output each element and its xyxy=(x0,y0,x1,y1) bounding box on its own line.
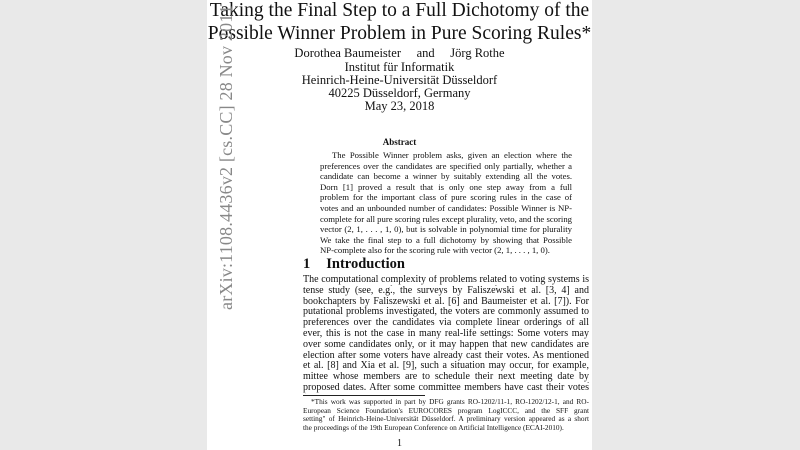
title-line-1: Taking the Final Step to a Full Dichotomy of the xyxy=(209,0,590,21)
body-line: The computational complexity of problems related to voting systems is xyxy=(303,275,589,285)
affiliation-address: 40225 Düsseldorf, Germany xyxy=(328,86,471,100)
title-line-2: Possible Winner Problem in Pure Scoring Rules* xyxy=(207,23,592,44)
abs-line: We take the final step to a full dichotomy by showing that Possible xyxy=(320,234,572,245)
body-line: preferences over the candidates via complete linear orderings of all xyxy=(303,318,589,329)
authors: Dorothea Baumeister and Jörg Rothe xyxy=(294,46,505,60)
abs-line: The Possible Winner problem asks, given an election where the xyxy=(332,150,572,160)
abs-line: votes and an unbounded number of candidates: Possible Winner is NP- xyxy=(320,203,572,213)
section-title: Introduction xyxy=(326,256,405,272)
abs-line: candidate can become a winner by suitably extending all the votes. xyxy=(320,171,572,182)
body-line: mittee whose members are to schedule their next meeting date by xyxy=(303,372,589,383)
foot-line: the proceedings of the 19th European Conference on Artificial Intelligence (ECAI-2010). xyxy=(303,423,564,432)
body-line: election after some voters have already cast their votes. As mentioned xyxy=(303,350,589,361)
arxiv-identifier: arXiv:1108.4436v2 [cs.CC] 28 Nov 2011 xyxy=(216,4,236,310)
body-line: proposed dates. After some committee members have cast their votes xyxy=(303,383,589,393)
abstract-heading: Abstract xyxy=(382,137,417,147)
body-line: over some candidates only, or it may happen that new candidates are xyxy=(303,339,589,350)
body-line: et al. [8] and Xia et al. [9], such a situation may occur, for example, xyxy=(303,361,589,372)
foot-line: setting" of Heinrich-Heine-Universität Düsseldorf. A preliminary version appeared as a short xyxy=(303,415,589,424)
page-number: 1 xyxy=(397,438,402,449)
section-heading xyxy=(303,256,405,273)
body-line: bookchapters by Faliszewski et al. [6] and Baumeister et al. [7]). For xyxy=(303,296,589,307)
body-line: tense study (see, e.g., the surveys by Faliszewski et al. [3, 4] and xyxy=(303,285,589,296)
section-number: 1 xyxy=(303,256,311,272)
abs-line: Dorn [1] proved a result that is only one step away from a full xyxy=(320,181,572,192)
abs-line: vector (2, 1, . . . , 1, 0), but is solvable in polynomial time for plurality xyxy=(320,224,572,235)
paper-page xyxy=(207,0,592,450)
footnote-rule xyxy=(303,395,425,396)
abs-line: problem for the important class of pure scoring rules in the case of xyxy=(320,192,572,203)
foot-line: European Science Foundation's EUROCORES program LogICCC, and the SFF grant xyxy=(303,406,589,415)
abs-line: complete for all pure scoring rules except plurality, veto, and the scoring xyxy=(320,213,572,224)
affiliation-institute: Institut für Informatik xyxy=(344,60,455,74)
abs-line: preferences over the candidates are specified only partially, whether a xyxy=(320,160,572,171)
body-line: ever, this is not the case in many real-life settings: Some voters may xyxy=(303,329,589,339)
affiliation-university: Heinrich-Heine-Universität Düsseldorf xyxy=(301,73,498,87)
abs-line: NP-complete also for the scoring rule with vector (2, 1, . . . , 1, 0). xyxy=(320,245,550,256)
body-line: putational problems investigated, the voters are commonly assumed to xyxy=(303,307,589,318)
date: May 23, 2018 xyxy=(364,99,435,113)
foot-line: *This work was supported in part by DFG grants RO-1202/11-1, RO-1202/12-1, and RO- xyxy=(311,398,589,406)
